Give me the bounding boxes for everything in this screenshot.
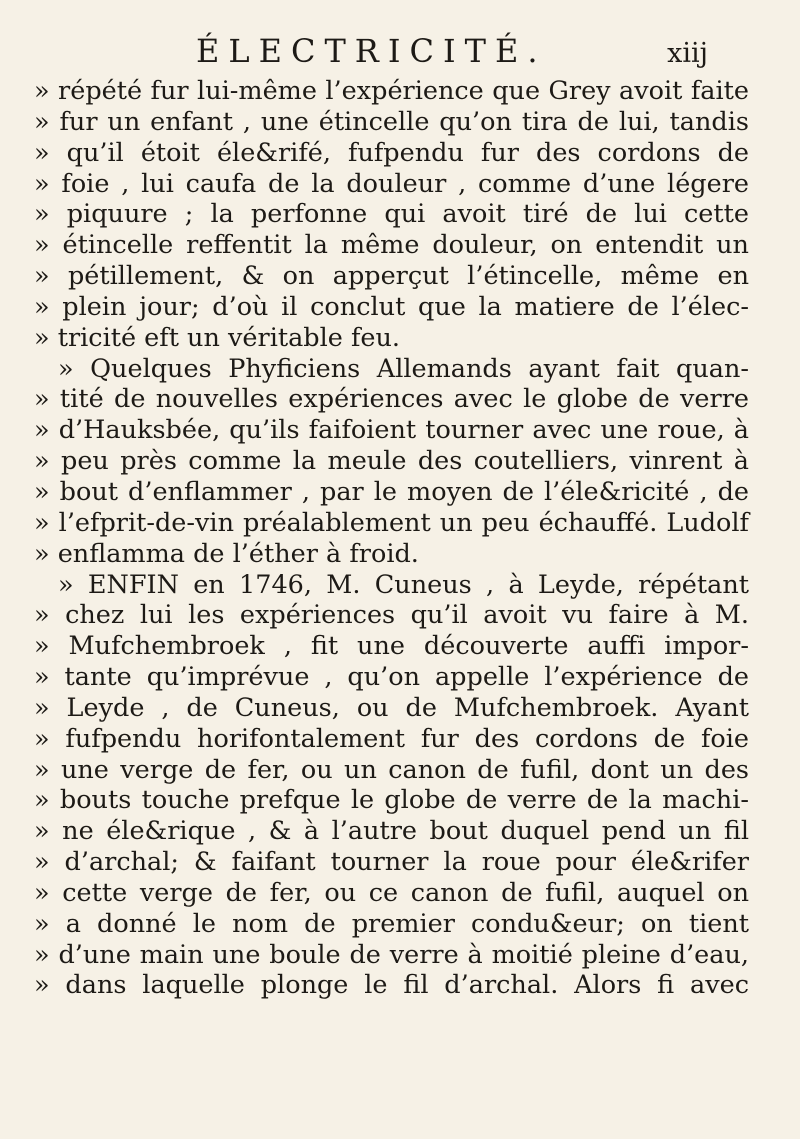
text-line: » Quelques Phyficiens Allemands ayant fait quan- <box>58 353 749 384</box>
page-number: xiij <box>667 38 708 69</box>
text-line: » ne éle&rique , & à l’autre bout duquel pend un fil <box>34 816 749 847</box>
text-line: » répété fur lui-même l’expérience que Grey avoit faite <box>34 76 749 106</box>
text-line: » foie , lui caufa de la douleur , comme d’une légere <box>34 168 749 199</box>
text-line: » fufpendu horifontalement fur des cordons de foie <box>34 723 749 754</box>
text-line: » tante qu’imprévue , qu’on appelle l’expérience de <box>34 662 749 693</box>
text-line: » dans laquelle plonge le fil d’archal. Alors fi avec <box>34 970 749 1001</box>
text-line: » l’efprit-de-vin préalablement un peu échauffé. Ludolf <box>34 507 749 538</box>
text-line: » piquure ; la perfonne qui avoit tiré de lui cette <box>34 199 749 230</box>
text-line: » chez lui les expériences qu’il avoit vu faire à M. <box>34 600 749 631</box>
text-line: » d’une main une boule de verre à moitié pleine d’eau, <box>34 939 749 970</box>
text-line: » étincelle reffentit la même douleur, on entendit un <box>34 230 749 261</box>
text-line: » pétillement, & on apperçut l’étincelle, même en <box>34 261 749 292</box>
text-line: » enflamma de l’éther à froid. <box>34 538 419 569</box>
text-line: » a donné le nom de premier condu&eur; on tient <box>34 908 749 939</box>
text-line: » bout d’enflammer , par le moyen de l’éle&ricité , de <box>34 476 749 507</box>
text-line: » fur un enfant , une étincelle qu’on tira de lui, tandis <box>34 106 749 137</box>
text-line: » d’Hauksbée, qu’ils faifoient tourner avec une roue, à <box>34 415 749 446</box>
text-line: » d’archal; & faifant tourner la roue pour éle&rifer <box>34 847 749 878</box>
text-line: » Mufchembroek , fit une découverte auffi impor- <box>34 631 749 662</box>
text-line: » ENFIN en 1746, M. Cuneus , à Leyde, répétant <box>58 569 749 600</box>
text-line: » plein jour; d’où il conclut que la matiere de l’élec- <box>34 291 749 322</box>
text-line: » Leyde , de Cuneus, ou de Mufchembroek. Ayant <box>34 692 749 723</box>
running-head <box>0 32 800 72</box>
text-line: » peu près comme la meule des coutelliers, vinrent à <box>34 446 749 477</box>
text-line: » une verge de fer, ou un canon de fufil, dont un des <box>34 754 749 785</box>
text-line: » qu’il étoit éle&rifé, fufpendu fur des cordons de <box>34 137 749 168</box>
text-block <box>34 76 749 1001</box>
text-line: » cette verge de fer, ou ce canon de fufil, auquel on <box>34 877 749 908</box>
text-line: » tité de nouvelles expériences avec le globe de verre <box>34 384 749 415</box>
running-title: ÉLECTRICITÉ. <box>196 32 547 70</box>
text-line: » tricité eft un véritable feu. <box>34 322 401 353</box>
text-line: » bouts touche prefque le globe de verre de la machi- <box>34 785 749 816</box>
